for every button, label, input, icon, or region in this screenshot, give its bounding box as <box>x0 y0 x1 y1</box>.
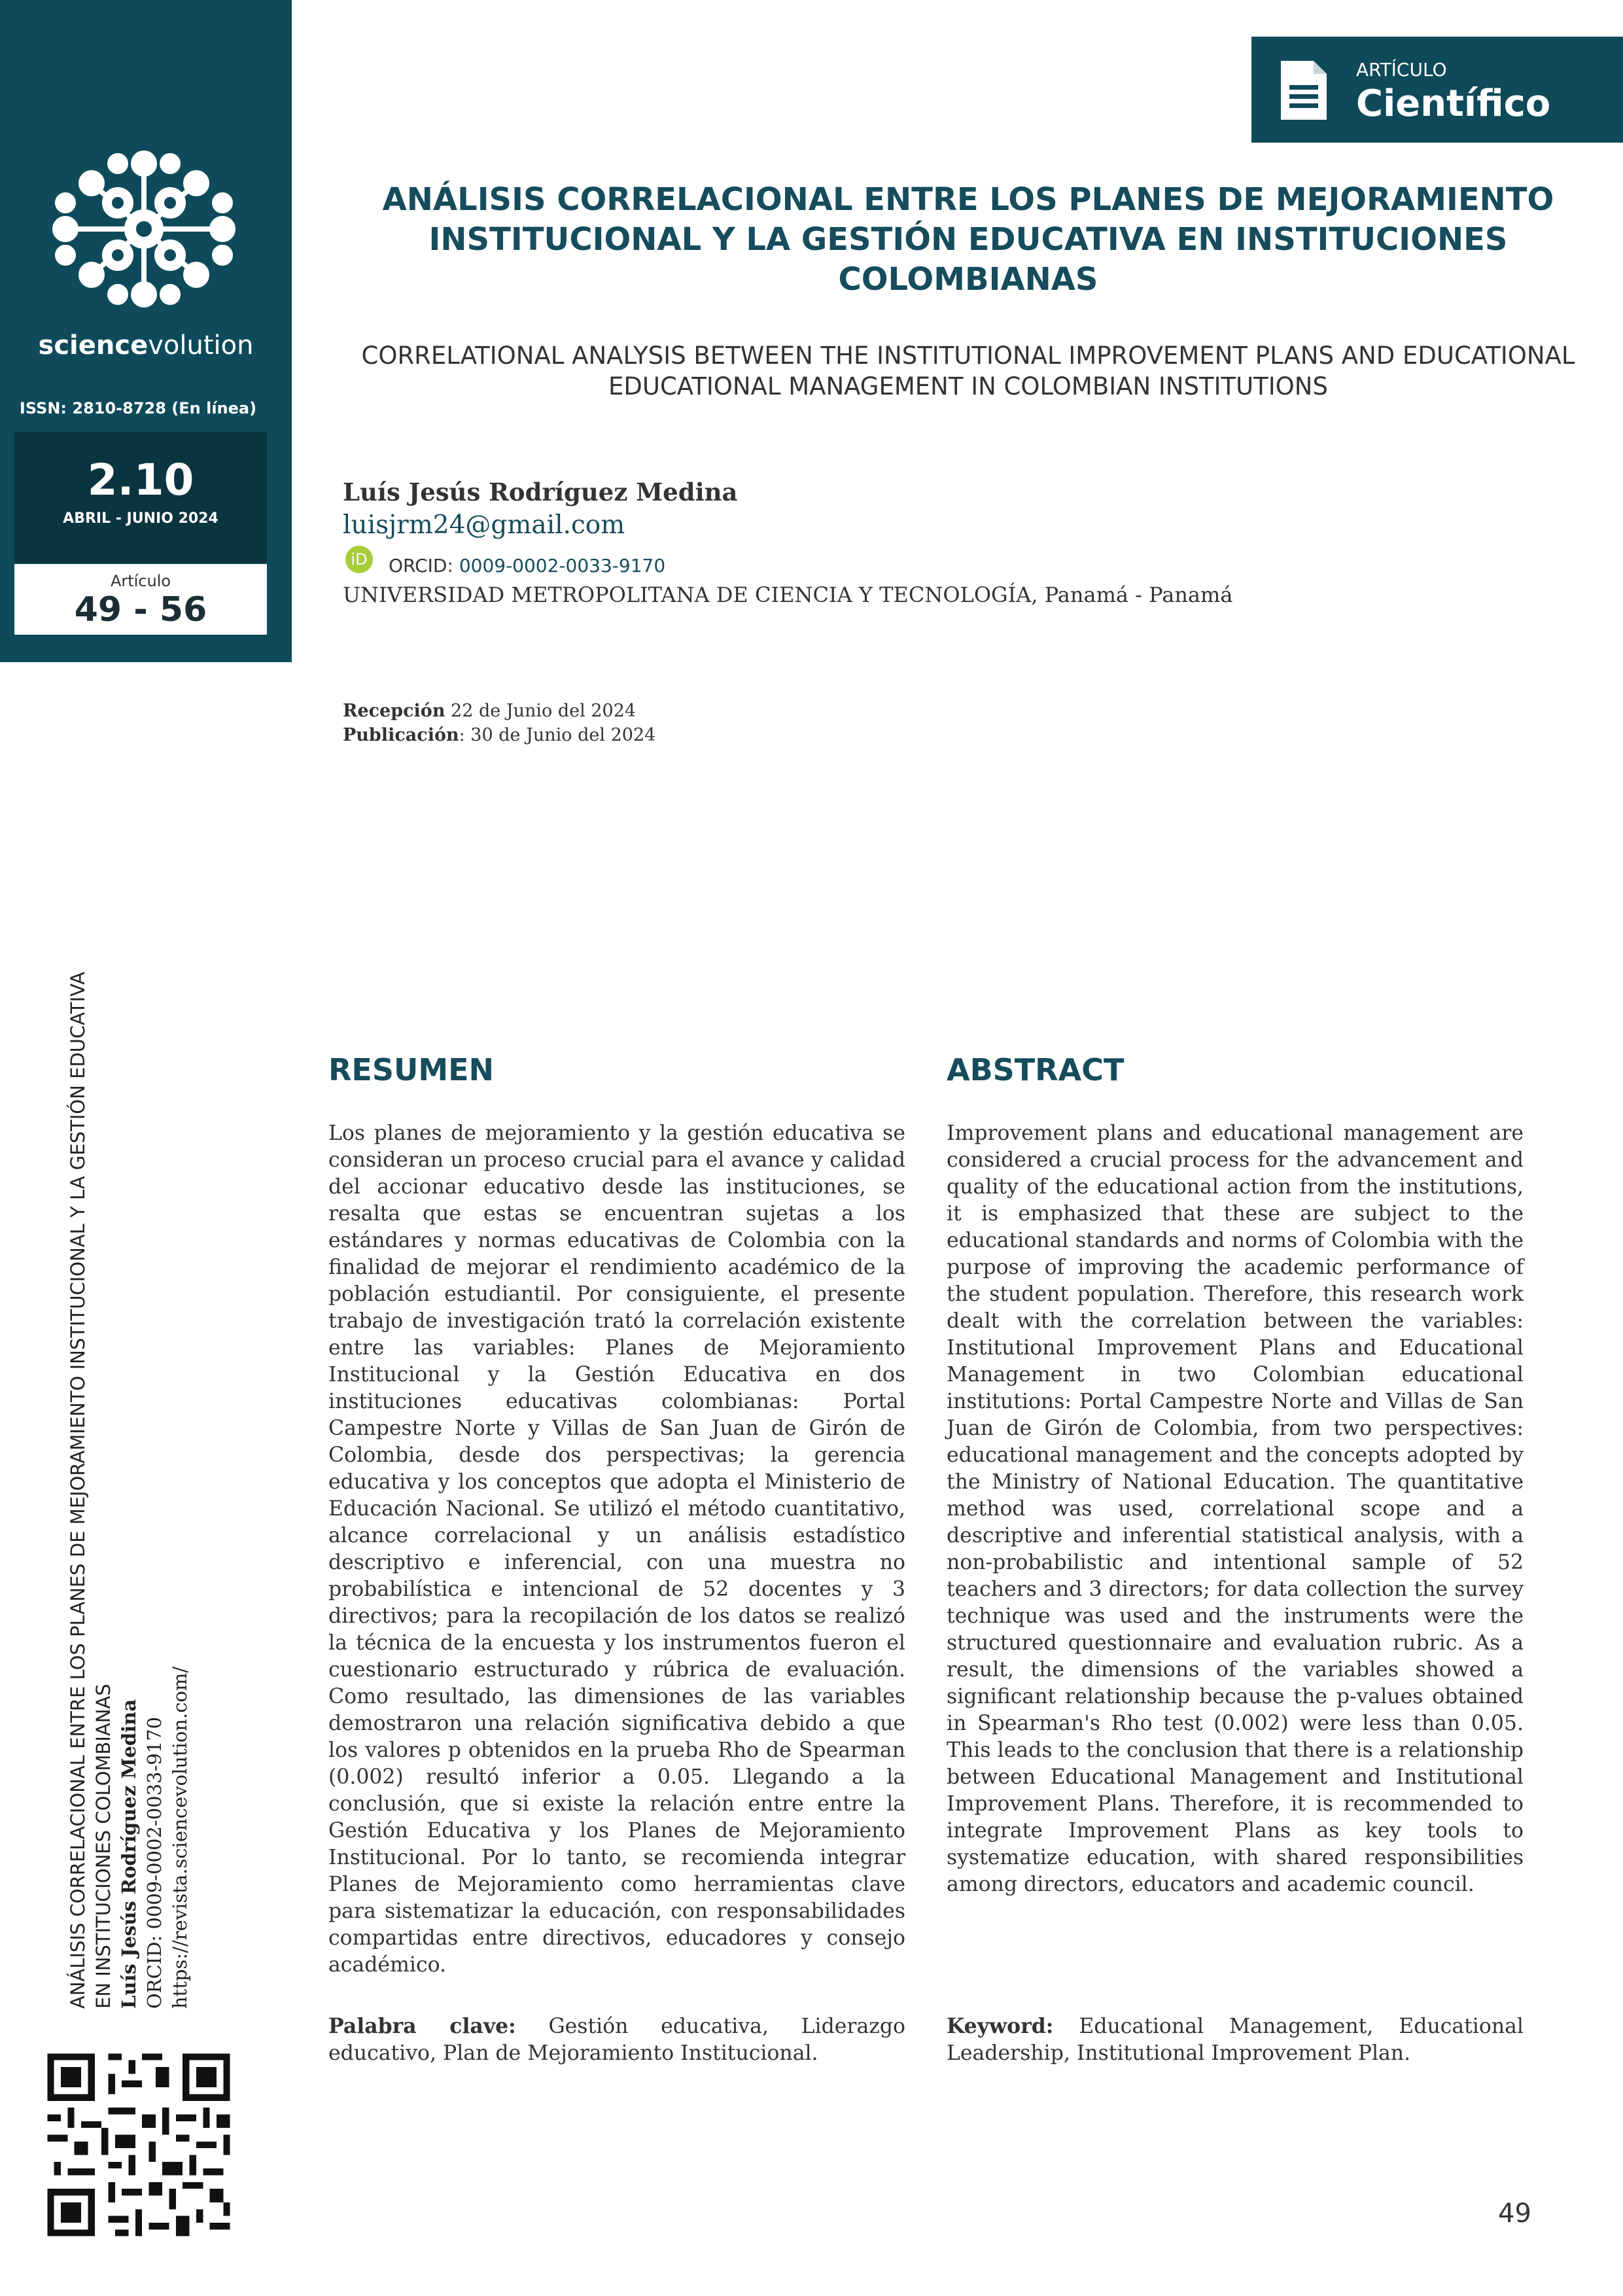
article-dates <box>343 699 655 747</box>
issue-box <box>14 432 267 563</box>
published-date: Publicación: 30 de Junio del 2024 <box>343 725 656 745</box>
author-orcid[interactable]: ORCID: 0009-0002-0033-9170 <box>389 555 666 576</box>
article-type-label: ARTÍCULO <box>1356 59 1447 80</box>
title-spanish: ANÁLISIS CORRELACIONAL ENTRE LOS PLANES DE MEJORAMIENTO INSTITUCIONAL Y LA GESTIÓN EDUCATIVA EN INSTITUCIONES COLOMBIANAS <box>382 181 1554 298</box>
title-english: CORRELATIONAL ANALYSIS BETWEEN THE INSTITUTIONAL IMPROVEMENT PLANS AND EDUCATIONAL EDUCATIONAL MANAGEMENT IN COLOMBIAN INSTITUTIONS <box>361 342 1575 400</box>
author-email[interactable]: luisjrm24@gmail.com <box>343 510 625 540</box>
page-number: 49 <box>1498 2199 1531 2229</box>
vertical-url[interactable]: https://revista.sciencevolution.com/ <box>169 1666 191 2009</box>
abstract-text: Improvement plans and educational management are considered a crucial process for the advancement and quality of the educational action from the institutions, it is emphasized that these are subject to the educational standards and norms of Colombia with the purpose of improving the academic performance of the student population. Therefore, this research work dealt with the correlation between the variables: Institutional Improvement Plans and Educational Management in two Colombian educational institutions: Portal Campestre Norte and Villas de San Juan de Girón de Colombia, from two perspectives: educational management and the concepts adopted by the Ministry of National Education. The quantitative method was used, correlational scope and a descriptive and inferential statistical analysis, with a non-probabilistic and intentional sample of 52 teachers and 3 directors; for data collection the survey technique was used and the instruments were the structured questionnaire and evaluation rubric. As a result, the dimensions of the variables showed a significant relationship because the p-values obtained in Spearman's Rho test (0.002) were less than 0.05. This leads to the conclusion that there is a relationship between Educational Management and Institutional Improvement Plans. Therefore, it is recommended to integrate Improvement Plans as key tools to systematize education, with shared responsibilities among directors, educators and academic council. <box>947 1122 1524 1896</box>
article-type-badge <box>1251 37 1623 143</box>
vertical-title-line1: ANÁLISIS CORRELACIONAL ENTRE LOS PLANES DE MEJORAMIENTO INSTITUCIONAL Y LA GESTIÓN EDUCATIVA <box>67 972 89 2009</box>
journal-sidebar <box>0 0 292 662</box>
issue-number: 2.10 <box>87 455 194 505</box>
vertical-title-line2: EN INSTITUCIONES COLOMBIANAS <box>92 1684 114 2009</box>
article-type-value: Científico <box>1356 82 1551 125</box>
author-affiliation: UNIVERSIDAD METROPOLITANA DE CIENCIA Y TECNOLOGÍA, Panamá - Panamá <box>343 582 1233 607</box>
journal-brand: sciencevolution <box>38 330 254 361</box>
vertical-orcid: ORCID: 0009-0002-0033-9170 <box>143 1716 166 2009</box>
pages-range: 49 - 56 <box>74 590 207 629</box>
resumen-heading: RESUMEN <box>328 1052 495 1087</box>
author-name: Luís Jesús Rodríguez Medina <box>343 478 738 506</box>
vertical-author: Luís Jesús Rodríguez Medina <box>118 1699 140 2009</box>
orcid-icon: iD <box>345 546 373 573</box>
sciencevolution-logo-icon <box>46 144 242 314</box>
abstract-heading: ABSTRACT <box>947 1052 1125 1087</box>
pages-label: Artículo <box>110 572 171 590</box>
issn: ISSN: 2810-8728 (En línea) <box>19 399 257 417</box>
resumen-keywords: Palabra clave: Gestión educativa, Liderazgo educativo, Plan de Mejoramiento Institucional. <box>328 2014 905 2065</box>
received-date: Recepción 22 de Junio del 2024 <box>343 701 637 721</box>
pages-box <box>14 564 267 635</box>
issue-period: ABRIL - JUNIO 2024 <box>63 510 218 527</box>
qr-code-icon <box>41 2047 237 2243</box>
vertical-citation <box>65 766 193 2009</box>
resumen-text: Los planes de mejoramiento y la gestión educativa se consideran un proceso crucial para el avance y calidad del accionar educativo desde las instituciones, se resalta que estas se encuentran sujetas a los estándares y normas educativas de Colombia con la finalidad de mejorar el rendimiento académico de la población estudiantil. Por consiguiente, el presente trabajo de investigación trató la correlación existente entre las variables: Planes de Mejoramiento Institucional y la Gestión Educativa en dos instituciones educativas colombianas: Portal Campestre Norte y Villas de San Juan de Girón de Colombia, desde dos perspectivas; la gerencia educativa y los conceptos que adopta el Ministerio de Educación Nacional. Se utilizó el método cuantitativo, alcance correlacional y un análisis estadístico descriptivo e inferencial, con una muestra no probabilística e intencional de 52 docentes y 3 directivos; para la recopilación de los datos se realizó la técnica de la encuesta y los instrumentos fueron el cuestionario estructurado y rúbrica de evaluación. Como resultado, las dimensiones de las variables demostraron una relación significativa debido a que los valores p obtenidos en la prueba Rho de Spearman (0.002) resultó inferior a 0.05. Llegando a la conclusión, que si existe la relación entre entre la Gestión Educativa y los Planes de Mejoramiento Institucional. Por lo tanto, se recomienda integrar Planes de Mejoramiento como herramientas clave para sistematizar la educación, con responsabilidades compartidas entre directivos, educadores y consejo académico. <box>328 1122 905 1977</box>
abstract-keywords: Keyword: Educational Management, Educational Leadership, Institutional Improvement Plan. <box>947 2014 1524 2065</box>
document-icon <box>1278 58 1330 123</box>
